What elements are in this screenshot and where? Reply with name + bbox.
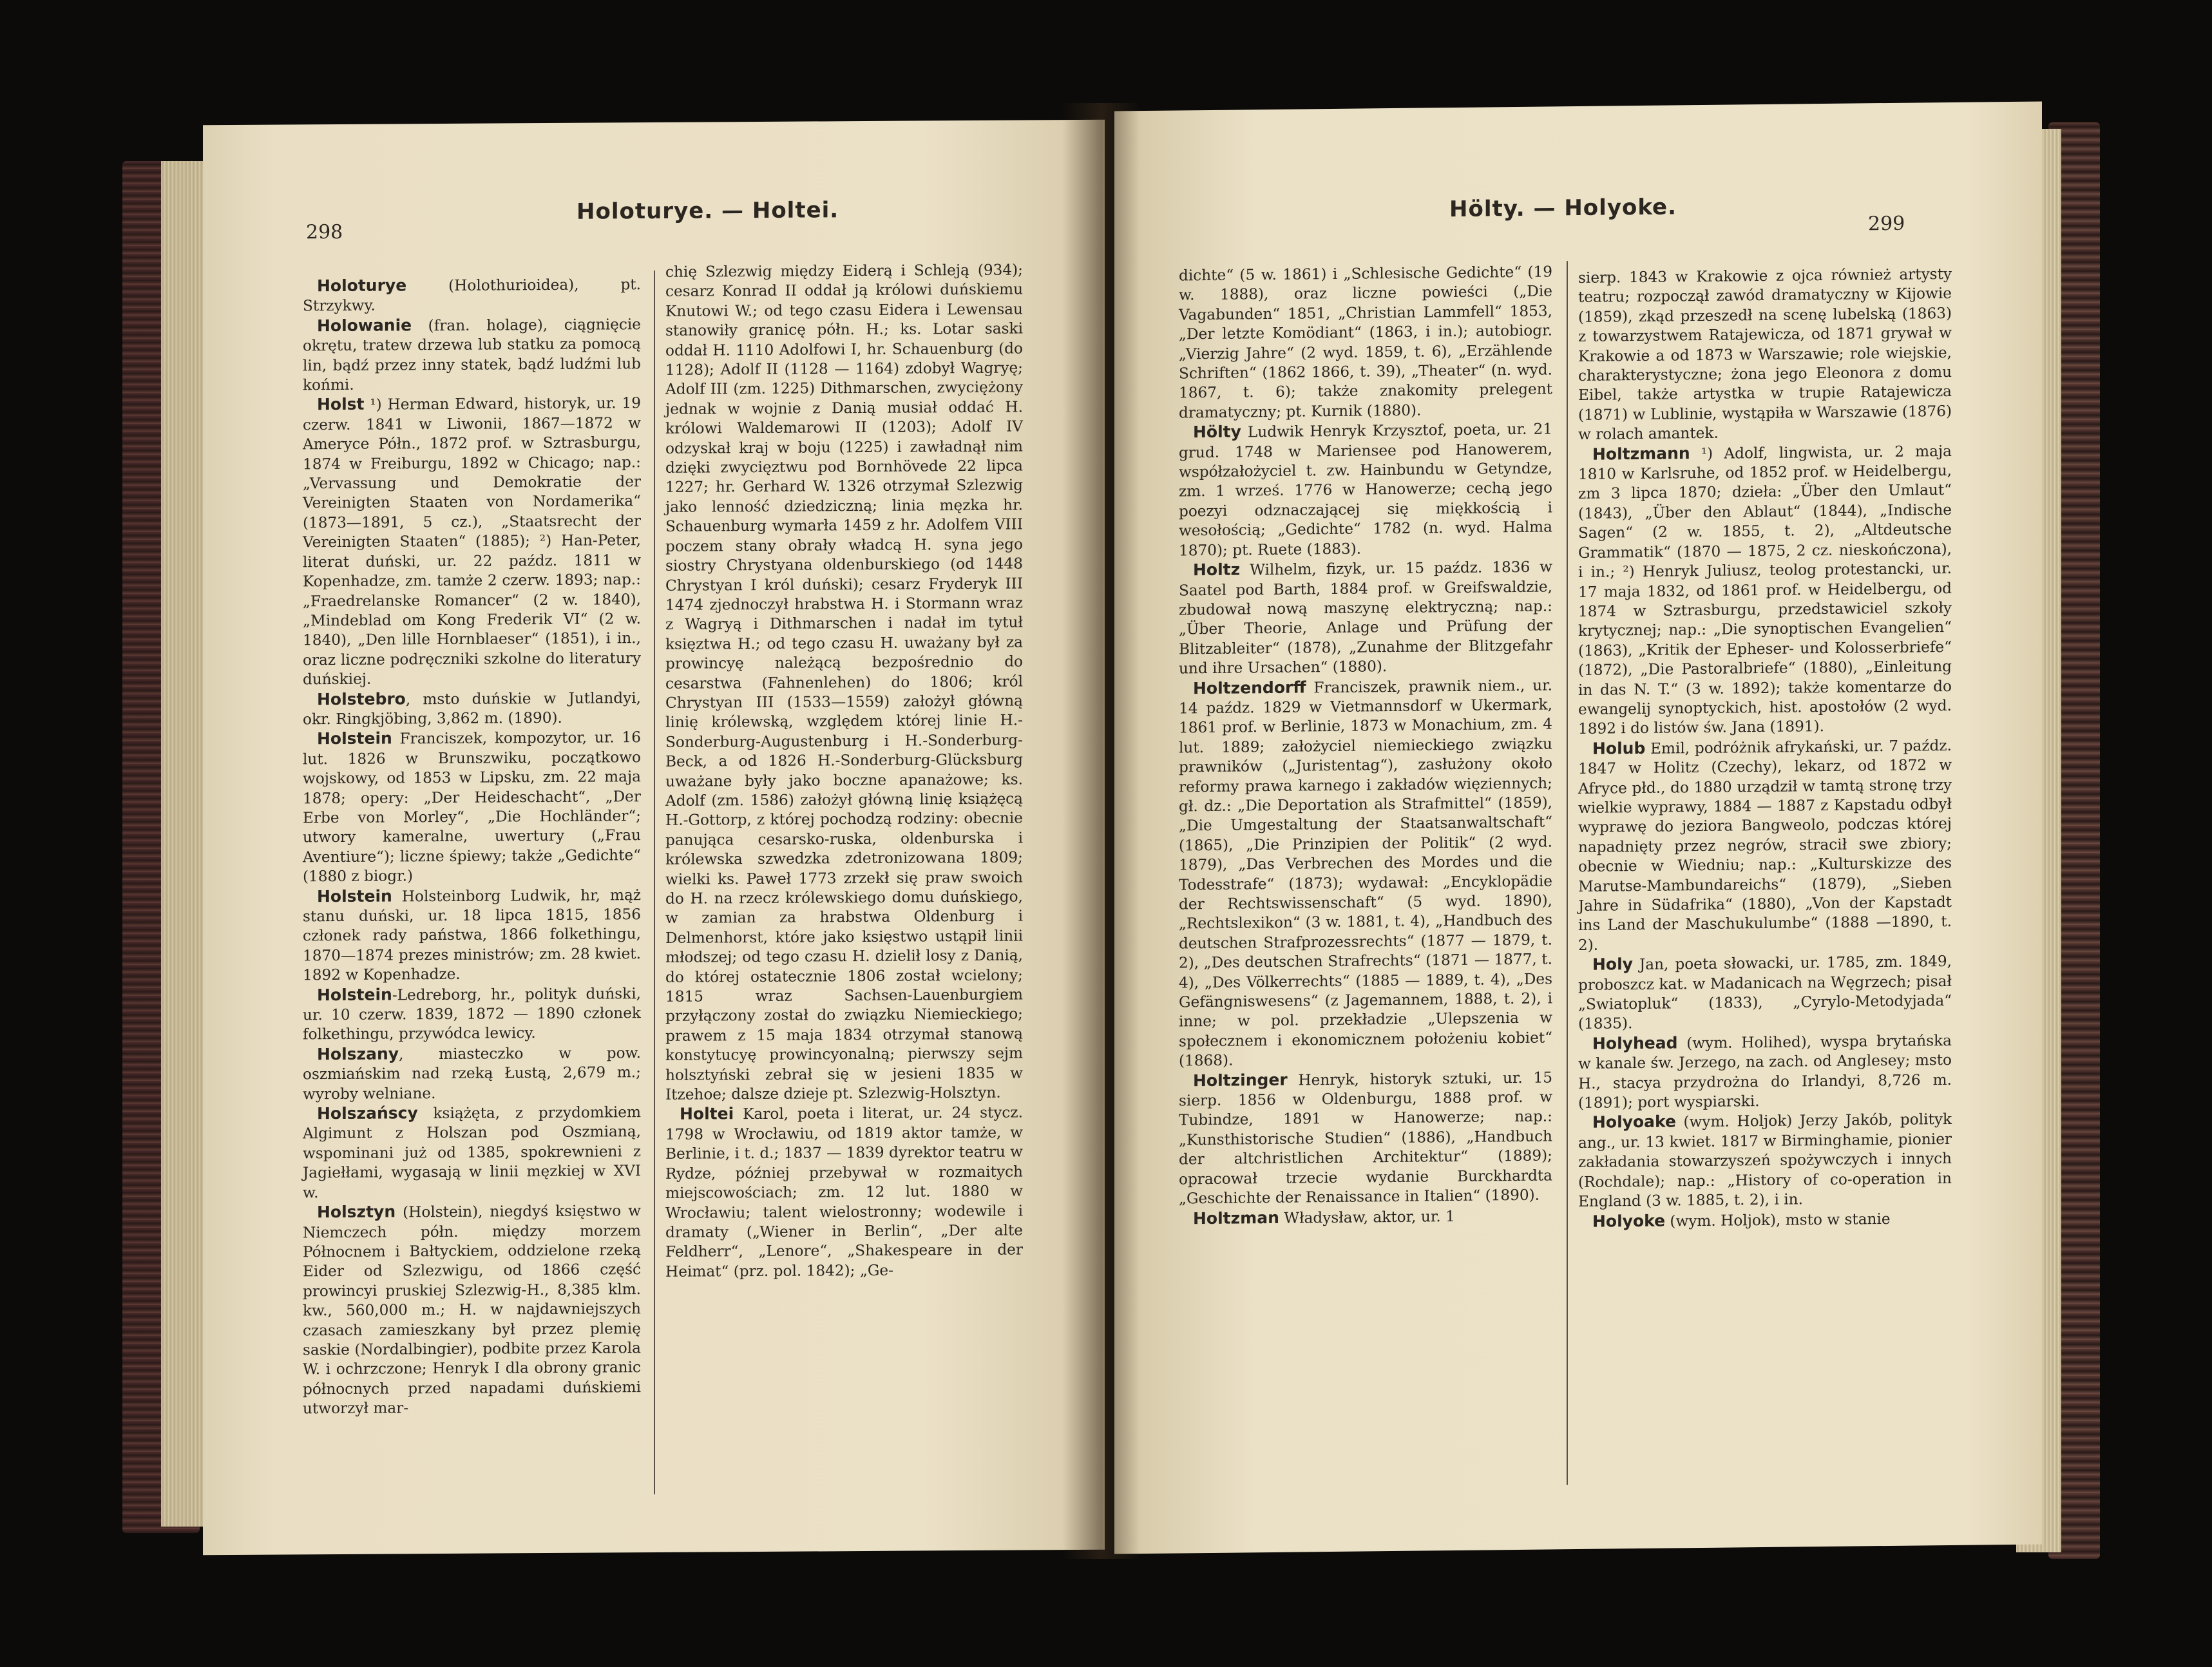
running-head: Holoturye. — Holtei. <box>577 197 839 225</box>
dictionary-entry <box>1578 951 1952 1034</box>
entry-text: Ludwik Henryk Krzysztof, poeta, ur. 21 grud. 1748 w Mariensee pod Hanowerem, współzałożyciel t. zw. Hainbundu w Getyndze, zm. 1 wrześ. 1776 w Hanowerze; cechą jego poezyi odznaczającej się miękkością i wesołością; „Gedichte“ 1782 (n. wyd. Halma 1870); pt. Ruete (1883). <box>1179 420 1552 560</box>
left-page <box>203 120 1105 1556</box>
dictionary-entry <box>1179 675 1552 1071</box>
entry-text: -Ledreborg, hr., polityk duński, ur. 10 czerw. 1839, 1872 — 1890 członek folkethingu, przywódca lewicy. <box>303 984 641 1043</box>
entry-headword: Holstein <box>317 886 392 906</box>
entry-headword: Holstein <box>317 985 392 1004</box>
dictionary-entry <box>1179 557 1552 680</box>
entry-text: (wym. Holihed), wyspa brytańska w kanale św. Jerzego, na zach. od Anglesey; msto H., stacya przydrożna do Irlandyi, 8,726 m. (1891); port wyspiarski. <box>1578 1031 1952 1112</box>
entry-text: (Holothurioidea), pt. Strzykwy. <box>303 276 641 315</box>
dictionary-entry <box>1179 1205 1552 1229</box>
entry-headword: Holstein <box>317 729 392 748</box>
entry-headword: Holst <box>317 395 365 414</box>
entry-text: , msto duńskie w Jutlandyi, okr. Ringkjöbing, 3,862 m. (1890). <box>303 689 641 729</box>
entry-text: książęta, z przydomkiem Algimunt z Holszan pod Oszmianą, wspominani już od 1385, spokrewnieni z Jagiełłami, wygasają w linii męzkiej w XVI w. <box>303 1103 641 1202</box>
entry-headword: Holtzendorff <box>1193 677 1306 698</box>
dictionary-entry <box>1578 736 1952 956</box>
entry-text: (fran. holage), ciągnięcie okrętu, tratew drzewa lub statku za pomocą lin, bądź przez inny statek, bądź ludźmi lub końmi. <box>303 315 641 394</box>
dictionary-entry <box>1179 419 1552 561</box>
entry-text: Władysław, aktor, ur. 1 <box>1279 1207 1455 1227</box>
dictionary-entry <box>1179 1067 1552 1209</box>
entry-text: sierp. 1843 w Krakowie z ojca również artysty teatru; rozpoczął zawód dramatyczny w Kijowie (1859), zkąd przeszedł na scenę lubelską (1863) z towarzystwem Ratajewicza, od 1871 grywał w Krakowie a od 1873 w Warszawie; role wiejskie, charakterystyczne; żona jego Eleonora z domu Eibel, także artystka w trupie Ratajewicza (1871) w Lublinie, wystąpiła w Warszawie (1876) w rolach amantek. <box>1578 265 1952 444</box>
entry-text: dichte“ (5 w. 1861) i „Schlesische Gedichte“ (19 w. 1888), oraz liczne powieści („Die Vagabunden“ 1851, „Christian Lammfell“ 1853, „Der letzte Komödiant“ (1863, i in.); autobiogr. „Vierzig Jahre“ (2 wyd. 1859, t. 6), „Erzählende Schriften“ (1862 1866, t. 39), „Theater“ (n. wyd. 1867, t. 6); także znakomity prelegent dramatyczny; pt. Kurnik (1880). <box>1179 263 1552 422</box>
entry-headword: Holszańscy <box>317 1103 418 1123</box>
entry-headword: Holyhead <box>1592 1033 1678 1053</box>
dictionary-entry <box>1179 262 1552 423</box>
page-number: 298 <box>306 220 343 244</box>
entry-text: Karol, poeta i literat, ur. 24 stycz. 1798 w Wrocławiu, od 1819 aktor tamże, w Berlinie, i t. d.; 1837 — 1839 dyrektor teatru w Rydze, później przebywał w rozmaitych miejscowościach; zm. 12 lut. 1880 w Wrocławiu; talent wielostronny; wodewile i dramaty („Wiener in Berlin“, „Der alte Feldherr“, „Lenore“, „Shakespeare in der Heimat“ (prz. pol. 1842); „Ge- <box>665 1103 1024 1281</box>
entry-text: Wilhelm, fizyk, ur. 15 paźdz. 1836 w Saatel pod Barth, 1884 prof. w Greifswaldzie, zbudował nową maszynę elektryczną; nap.: „Über Theorie, Anlage und Prüfung der Blitzableiter“ (1878), „Zunahme der Blitzgefahr und ihre Ursachen“ (1880). <box>1179 558 1552 678</box>
dictionary-entry <box>665 260 1023 1105</box>
entry-headword: Holsztyn <box>317 1202 396 1222</box>
dictionary-entry <box>1578 265 1952 445</box>
entry-headword: Holszany <box>317 1044 399 1064</box>
right-page <box>1114 101 2042 1554</box>
entry-headword: Holyoake <box>1592 1112 1676 1132</box>
dictionary-entry <box>1578 441 1952 739</box>
entry-headword: Holtei <box>680 1104 734 1124</box>
dictionary-entry <box>303 1043 641 1104</box>
entry-text: ¹) Adolf, lingwista, ur. 2 maja 1810 w Karlsruhe, od 1852 prof. w Heidelbergu, zm 3 lipca 1870; dzieła: „Über den Umlaut“ (1843), „Über den Ablaut“ (1844), „Indische Sagen“ (2 w. 1855, t. 2), „Altdeutsche Grammatik“ (1870 — 1875, 2 cz. nieskończona), i in.; ²) Henryk Juliusz, teolog protestancki, ur. 17 maja 1832, od 1861 prof. w Heidelbergu, od 1874 w Sztrasburgu, przedstawiciel szkoły krytycznej; nap.: „Die synoptischen Evangelien“ (1863), „Kritik der Epheser- und Kolosserbriefe“ (1872), „Die Pastoralbriefe“ (1880), „Einleitung in das N. T.“ (3 w. 1892); także komentarze do ewangelij synoptyckich, hist. apostołów (2 wyd. 1892 i do listów św. Jana (1891). <box>1578 442 1952 738</box>
entry-text: Jan, poeta słowacki, ur. 1785, zm. 1849, proboszcz kat. w Madanicach na Węgrzech; pisał „Swiatopluk“ (1833), „Cyrylo-Metodyjada“ (1835). <box>1578 953 1952 1033</box>
entry-text: (wym. Holjok), msto w stanie <box>1665 1210 1891 1230</box>
entry-text: Emil, podróżnik afrykański, ur. 7 paźdz. 1847 w Holitz (Czechy), lekarz, od 1872 w Afryce płd., do 1880 urządził w tamtą stronę trzy wielkie wyprawy, 1884 — 1887 z Kapstadu odbył wyprawę do jeziora Bangweolo, podczas której napadnięty przez negrów, stracił swe zbiory; obecnie w Wiedniu; nap.: „Kulturskizze des Marutse-Mambundareichs“ (1879), „Sieben Jahre in Südafrika“ (1880), „Von der Kapstadt ins Land der Maschukulumbe“ (1888 —1890, t. 2). <box>1578 736 1952 954</box>
entry-text: chię Szlezwig między Eiderą i Schleją (934); cesarz Konrad II oddał ją królowi duńskiemu Knutowi W.; od tego czasu Eidera i Lewensau stanowiły granicę półn. H.; ks. Lotar saski oddał H. 1110 Adolfowi I, hr. Schauenburg (do 1128); Adolf II (1128 — 1164) zdobył Wagryę; Adolf III (zm. 1225) Dithmarschen, zwyciężony jednak w wojnie z Danią musiał oddać H. królowi Waldemarowi II (1203); Adolf IV odzyskał kraj w boju (1225) i zawładnął nim dzięki zwycięztwu pod Bornhövede 22 lipca 1227; hr. Gerhard W. 1326 otrzymał Szlezwig jako lenność dziedziczną; linia męzka hr. Schauenburg wymarła 1459 z hr. Adolfem VIII poczem stany obrały władcą H. syna jego siostry Chrystyana oldenburskiego (od 1448 Chrystyan I król duński); cesarz Fryderyk III 1474 zjednoczył hrabstwa H. i Stormann wraz z Wagryą i Dithmarschen i nadał im tytuł księztwa H.; od tego czasu H. uważany był za prowincyę należącą bezpośrednio do cesarstwa (Fahnenlehen) do 1806; król Chrystyan III (1533—1559) założył główną linię królewską, względem której linie H.-Sonderburg-Augustenburg i H.-Sonderburg-Beck, a od 1826 H.-Sonderburg-Glücksburg uważane były jako boczne apanażowe; ks. Adolf (zm. 1586) założył główną linię książęcą H.-Gottorp, z której pochodzą rodziny: obecnie panująca cesarsko-ruska, oldenburska i królewska szwedzka zdetronizowana 1809; wielki ks. Paweł 1773 zrzekł się praw swoich do H. na rzecz królewskiego domu duńskiego, w zamian za hrabstwa Oldenburg i Delmenhorst, które jako księstwo ustąpił linii młodszej; od tego czasu H. dzielił losy z Danią, do której ostatecznie 1806 został wcielony; 1815 wraz Sachsen-Lauenburgiem przyłączony został do związku Niemieckiego; prawem z 15 maja 1834 otrzymał stanową konstytucyę prowincyonalną; pierwszy sejm holsztyński zebrał się w jesieni 1835 w Itzehoe; dalsze dzieje pt. Szlezwig-Holsztyn. <box>665 261 1023 1103</box>
dictionary-entry <box>665 1103 1023 1282</box>
dictionary-entry <box>303 688 641 730</box>
dictionary-entry <box>303 394 641 690</box>
dictionary-entry <box>303 727 641 886</box>
dictionary-entry <box>303 984 641 1045</box>
entry-text: (Holstein), niegdyś księstwo w Niemczech półn. między morzem Północnem i Bałtyckiem, oddzielone rzeką Eider od Szlezwigu, od 1866 część prowincyi pruskiej Szlezwig-H., 8,385 klm. kw., 560,000 m.; H. w najdawniejszych czasach zamieszkany był przez plemię saskie (Nordalbingier), podbite przez Karola W. i ochrzczone; Henryk I dla obrony granic północnych przed napadami duńskiemi utworzył mar- <box>303 1202 641 1418</box>
dictionary-entry <box>303 885 641 986</box>
entry-headword: Holowanie <box>317 316 412 336</box>
entry-text: , miasteczko w pow. oszmiańskim nad rzeką Łustą, 2,679 m.; wyroby welniane. <box>303 1043 641 1103</box>
spine-gutter <box>1063 103 1140 1559</box>
dictionary-entry <box>1578 1031 1952 1114</box>
entry-headword: Hölty <box>1193 422 1241 442</box>
entry-headword: Holtzinger <box>1193 1070 1288 1090</box>
entry-text: (wym. Holjok) Jerzy Jakób, polityk ang., ur. 13 kwiet. 1817 w Birminghamie, pionier zakładania stowarzyszeń spożywczych i innych (Rochdale); nap.: „History of co-operation in England (3 w. 1885, t. 2), i in. <box>1578 1110 1952 1211</box>
dictionary-entry <box>303 274 641 316</box>
dictionary-entry <box>1578 1109 1952 1212</box>
entry-text: Franciszek, kompozytor, ur. 16 lut. 1826 w Brunszwiku, początkowo wojskowy, od 1853 w Lipsku, zm. 22 maja 1878; opery: „Der Heideschacht“, „Der Erbe von Morley“, „Die Hochländer“; utwory kameralne, uwertury („Frau Aventiure“); liczne śpiewy; także „Gedichte“ (1880 z biogr.) <box>303 729 641 886</box>
entry-text: Holsteinborg Ludwik, hr, mąż stanu duński, ur. 18 lipca 1815, 1856 członek rady państwa, 1866 folkethingu, 1870—1874 prezes ministrów; zm. 28 kwiet. 1892 w Kopenhadze. <box>303 886 641 984</box>
column-1 <box>1179 262 1552 1229</box>
page-number: 299 <box>1868 212 1905 236</box>
column-2 <box>665 260 1023 1282</box>
entry-headword: Holtzmann <box>1592 443 1690 464</box>
entry-text: ¹) Herman Edward, historyk, ur. 19 czerw. 1841 w Liwonii, 1867—1872 w Ameryce Półn., 1872 prof. w Sztrasburgu, 1874 w Freiburgu, 1892 w Chicago; nap.: „Vervassung und Demokratie der Vereinigten Staaten von Nordamerika“ (1873—1891, 5 cz.), „Staatsrecht der Vereinigten Staaten“ (1885); ²) Han-Peter, literat duński, ur. 22 paźdz. 1811 w Kopenhadze, zm. tamże 2 czerw. 1893; nap.: „Fraedrelanske Romancer“ (2 w. 1840), „Mindeblad om Kong Frederik VI“ (2 w. 1840), „Den lille Hornblaeser“ (1851), i in., oraz liczne podręczniki szkolne do literatury duńskiej. <box>303 394 641 689</box>
column-divider <box>1567 261 1568 1485</box>
entry-headword: Holtzman <box>1193 1208 1279 1228</box>
entry-headword: Holy <box>1592 955 1633 974</box>
entry-text: Henryk, historyk sztuki, ur. 15 sierp. 1856 w Oldenburgu, 1888 prof. w Tubindze, 1891 w Hanowerze; nap.: „Kunsthistorische Studien“ (1886), „Handbuch der altchristlichen Architektur“ (1889); opracował trzecie wydanie Burckhardta „Geschichte der Renaissance in Italien“ (1890). <box>1179 1069 1552 1208</box>
entry-headword: Holstebro <box>317 689 406 709</box>
entry-headword: Holoturye <box>317 276 407 296</box>
column-divider <box>654 271 655 1494</box>
column-2 <box>1578 265 1952 1232</box>
entry-headword: Holyoke <box>1592 1211 1666 1231</box>
dictionary-entry <box>303 1102 641 1203</box>
dictionary-entry <box>303 1201 641 1419</box>
dictionary-entry <box>303 314 641 395</box>
entry-headword: Holtz <box>1193 560 1241 580</box>
column-1 <box>303 274 641 1419</box>
dictionary-entry <box>1578 1208 1952 1232</box>
entry-headword: Holub <box>1592 738 1646 758</box>
entry-text: Franciszek, prawnik niem., ur. 14 paźdz. 1829 w Vietmannsdorf w Ukermark, 1861 prof. w Berlinie, 1873 w Monachium, zm. 4 lut. 1889; założyciel niemieckiego związku prawników („Juristentag“), zasłużony około reformy prawa karnego i zakładów więziennych; gł. dz.: „Die Deportation als Strafmittel“ (1859), „Die Umgestaltung der Staatsanwaltschaft“ (1865), „Die Prinzipien der Politik“ (2 wyd. 1879), „Das Verbrechen des Mordes und die Todesstrafe“ (1873); wydawał: „Encyklopädie der Rechtswissenschaft“ (5 wyd. 1890), „Rechtslexikon“ (3 w. 1881, t. 4), „Handbuch des deutschen Strafprozessrechts“ (1877 — 1879, t. 2), „Des deutschen Strafrechts“ (1871 — 1877, t. 4), „Des Völkerrechts“ (1885 — 1889, t. 4), „Des Gefängniswesens“ (z Jagemannem, 1888, t. 2), i inne; w pol. przekładzie „Ulepszenia w społecznem i ekonomicznem położeniu kobiet“ (1868). <box>1179 676 1552 1070</box>
running-head: Hölty. — Holyoke. <box>1449 194 1677 223</box>
